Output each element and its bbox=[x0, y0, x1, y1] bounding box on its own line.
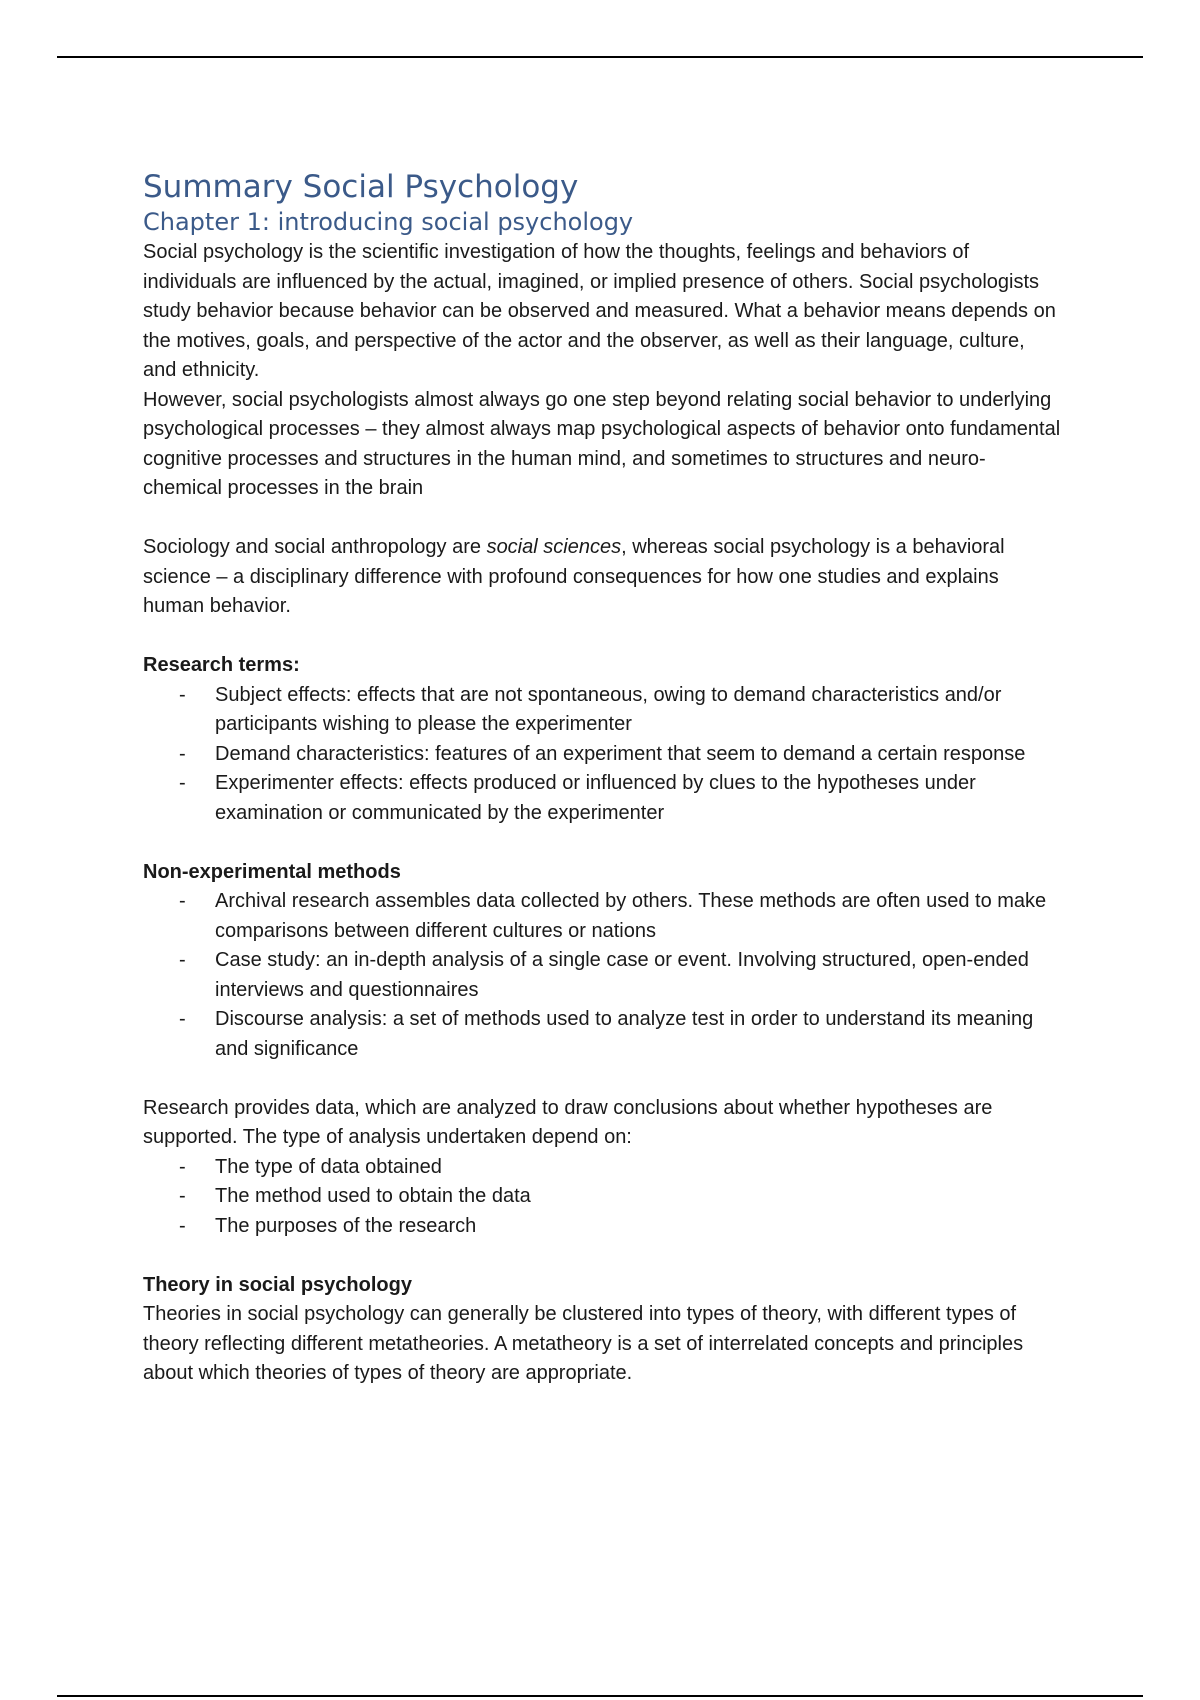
document-body bbox=[143, 160, 1063, 1389]
intro-paragraph-1: Social psychology is the scientific investigation of how the thoughts, feelings and behaviors of individuals are influenced by the actual, imagined, or implied presence of others. Social psychologists study behavior because behavior can be observed and measured. What a behavior means depends on the motives, goals, and perspective of the actor and the observer, as well as their language, culture, and ethnicity. bbox=[143, 241, 1056, 381]
list-item: - Demand characteristics: features of an experiment that seem to demand a certain response bbox=[143, 740, 1063, 770]
bullet-dash: - bbox=[179, 890, 186, 912]
analysis-list bbox=[143, 1153, 1063, 1242]
footer-rule bbox=[57, 1695, 1143, 1697]
bullet-dash: - bbox=[179, 1185, 186, 1207]
bullet-dash: - bbox=[179, 742, 186, 765]
list-item: - The purposes of the research bbox=[143, 1212, 1063, 1242]
list-item: - Subject effects: effects that are not spontaneous, owing to demand characteristics and/or participants wishing to please the experimenter bbox=[143, 681, 1063, 740]
research-terms-heading: Research terms: bbox=[143, 654, 300, 676]
analysis-paragraph: Research provides data, which are analyzed to draw conclusions about whether hypotheses are supported. The type of analysis undertaken depend on: bbox=[143, 1096, 993, 1148]
research-terms-list bbox=[143, 681, 1063, 829]
list-item: - Case study: an in-depth analysis of a single case or event. Involving structured, open-ended interviews and questionnaires bbox=[143, 946, 1063, 1005]
list-item: - Experimenter effects: effects produced or influenced by clues to the hypotheses under examination or communicated by the experimenter bbox=[143, 769, 1063, 828]
non-experimental-list bbox=[143, 887, 1063, 1064]
non-experimental-heading: Non-experimental methods bbox=[143, 860, 401, 883]
bullet-dash: - bbox=[179, 772, 186, 794]
bullet-dash: - bbox=[179, 949, 186, 971]
theory-heading: Theory in social psychology bbox=[143, 1273, 412, 1296]
bullet-dash: - bbox=[179, 1155, 186, 1178]
list-item: - The method used to obtain the data bbox=[143, 1182, 1063, 1212]
theory-paragraph: Theories in social psychology can generally be clustered into types of theory, with different types of theory reflecting different metatheories. A metatheory is a set of interrelated concepts and principles about which theories of types of theory are appropriate. bbox=[143, 1303, 1024, 1384]
bullet-dash: - bbox=[179, 1008, 186, 1030]
intro-paragraph-2: However, social psychologists almost always go one step beyond relating social behavior to underlying psychological processes – they almost always map psychological aspects of behavior onto fundamental cognitive processes and structures in the human mind, and sometimes to structures and neuro-chemical processes in the brain bbox=[143, 388, 1061, 499]
chapter-heading: Chapter 1: introducing social psychology bbox=[143, 208, 634, 236]
bullet-dash: - bbox=[179, 683, 186, 706]
list-item: - Discourse analysis: a set of methods used to analyze test in order to understand its meaning and significance bbox=[143, 1005, 1063, 1064]
emphasis-social-sciences: social sciences bbox=[486, 536, 622, 558]
sociology-paragraph: Sociology and social anthropology are social sciences, whereas social psychology is a behavioral science – a disciplinary difference with profound consequences for how one studies and explains human behavior. bbox=[143, 536, 1005, 617]
list-item: - Archival research assembles data collected by others. These methods are often used to make comparisons between different cultures or nations bbox=[143, 887, 1063, 946]
header-rule bbox=[57, 56, 1143, 58]
document-title: Summary Social Psychology bbox=[143, 169, 579, 205]
bullet-dash: - bbox=[179, 1214, 186, 1237]
list-item: - The type of data obtained bbox=[143, 1153, 1063, 1183]
